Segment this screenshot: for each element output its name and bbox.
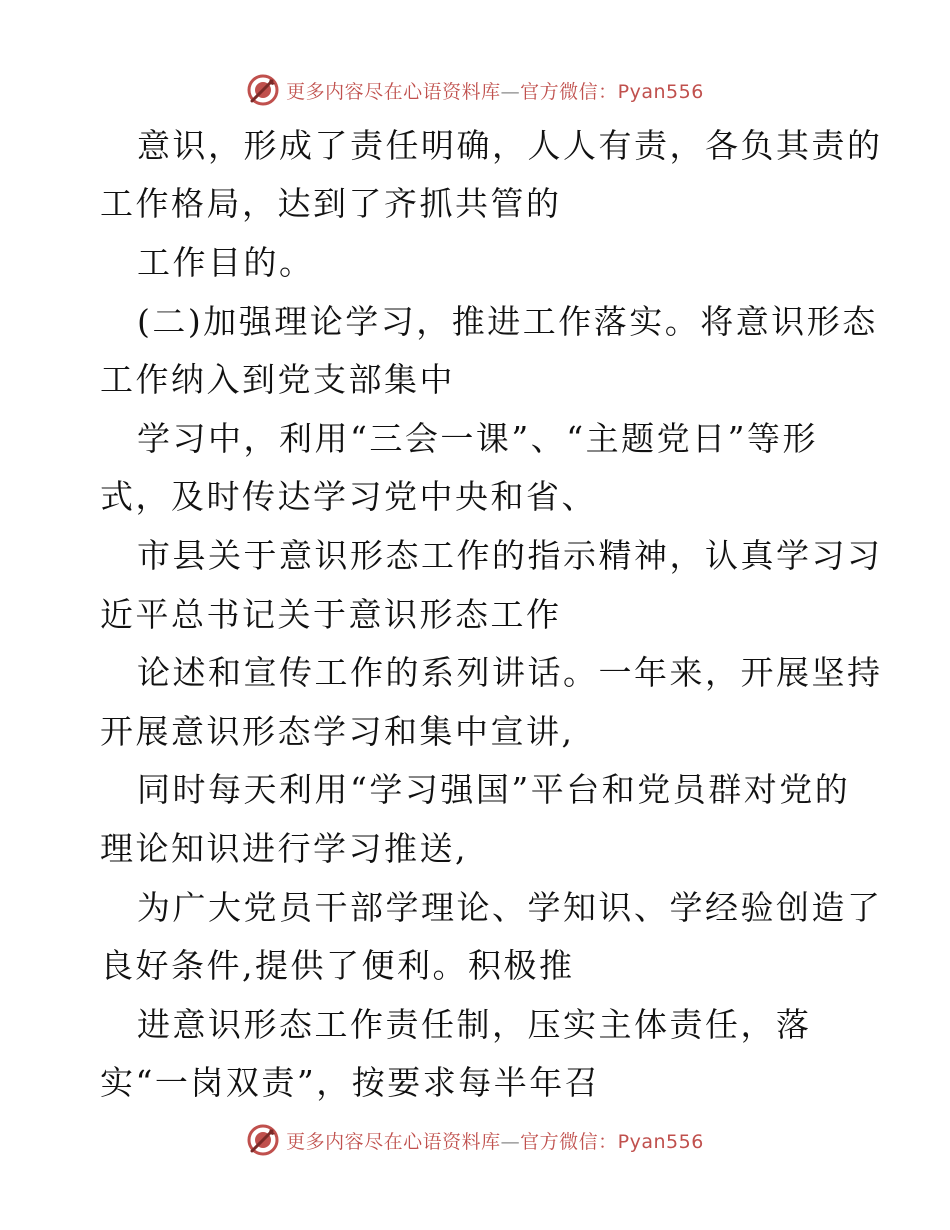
paragraph-line: 同时每天利用“学习强国”平台和党员群对党的 — [137, 770, 851, 809]
pen-seal-logo-icon — [246, 1123, 280, 1157]
watermark-contact: 官方微信：Pyan556 — [520, 80, 704, 103]
watermark-separator: — — [500, 80, 521, 103]
paragraph-line: 式，及时传达学习党中央和省、 — [100, 477, 597, 516]
paragraph-line: 开展意识形态学习和集中宣讲, — [100, 712, 575, 751]
paragraph-line: 良好条件,提供了便利。积极推 — [100, 946, 575, 985]
paragraph-line: 理论知识进行学习推送, — [100, 829, 468, 868]
paragraph-line: (二)加强理论学习，推进工作落实。将意识形态 — [137, 302, 878, 341]
paragraph-line: 工作目的。 — [137, 243, 315, 282]
paragraph-line: 论述和宣传工作的系列讲话。一年来，开展坚持 — [137, 653, 883, 692]
paragraph-line: 意识，形成了责任明确，人人有责，各负其责的 — [137, 126, 883, 165]
paragraph-line: 近平总书记关于意识形态工作 — [100, 595, 562, 634]
paragraph-line: 为广大党员干部学理论、学知识、学经验创造了 — [137, 888, 883, 927]
watermark-site-text: 更多内容尽在心语资料库 — [286, 1130, 501, 1153]
paragraph-line: 工作纳入到党支部集中 — [100, 360, 455, 399]
footer-watermark — [0, 1122, 950, 1158]
watermark-contact: 官方微信：Pyan556 — [520, 1130, 704, 1153]
watermark-site-text: 更多内容尽在心语资料库 — [286, 80, 501, 103]
paragraph-line: 学习中，利用“三会一课”、“主题党日”等形 — [137, 419, 818, 458]
watermark-text — [286, 1127, 704, 1154]
paragraph-line: 工作格局，达到了齐抓共管的 — [100, 184, 562, 223]
paragraph-line: 进意识形态工作责任制，压实主体责任，落 — [137, 1005, 812, 1044]
paragraph-line: 市县关于意识形态工作的指示精神，认真学习习 — [137, 536, 883, 575]
paragraph-line: 实“一岗双责”，按要求每半年召 — [100, 1063, 601, 1102]
watermark-separator: — — [500, 1130, 521, 1153]
